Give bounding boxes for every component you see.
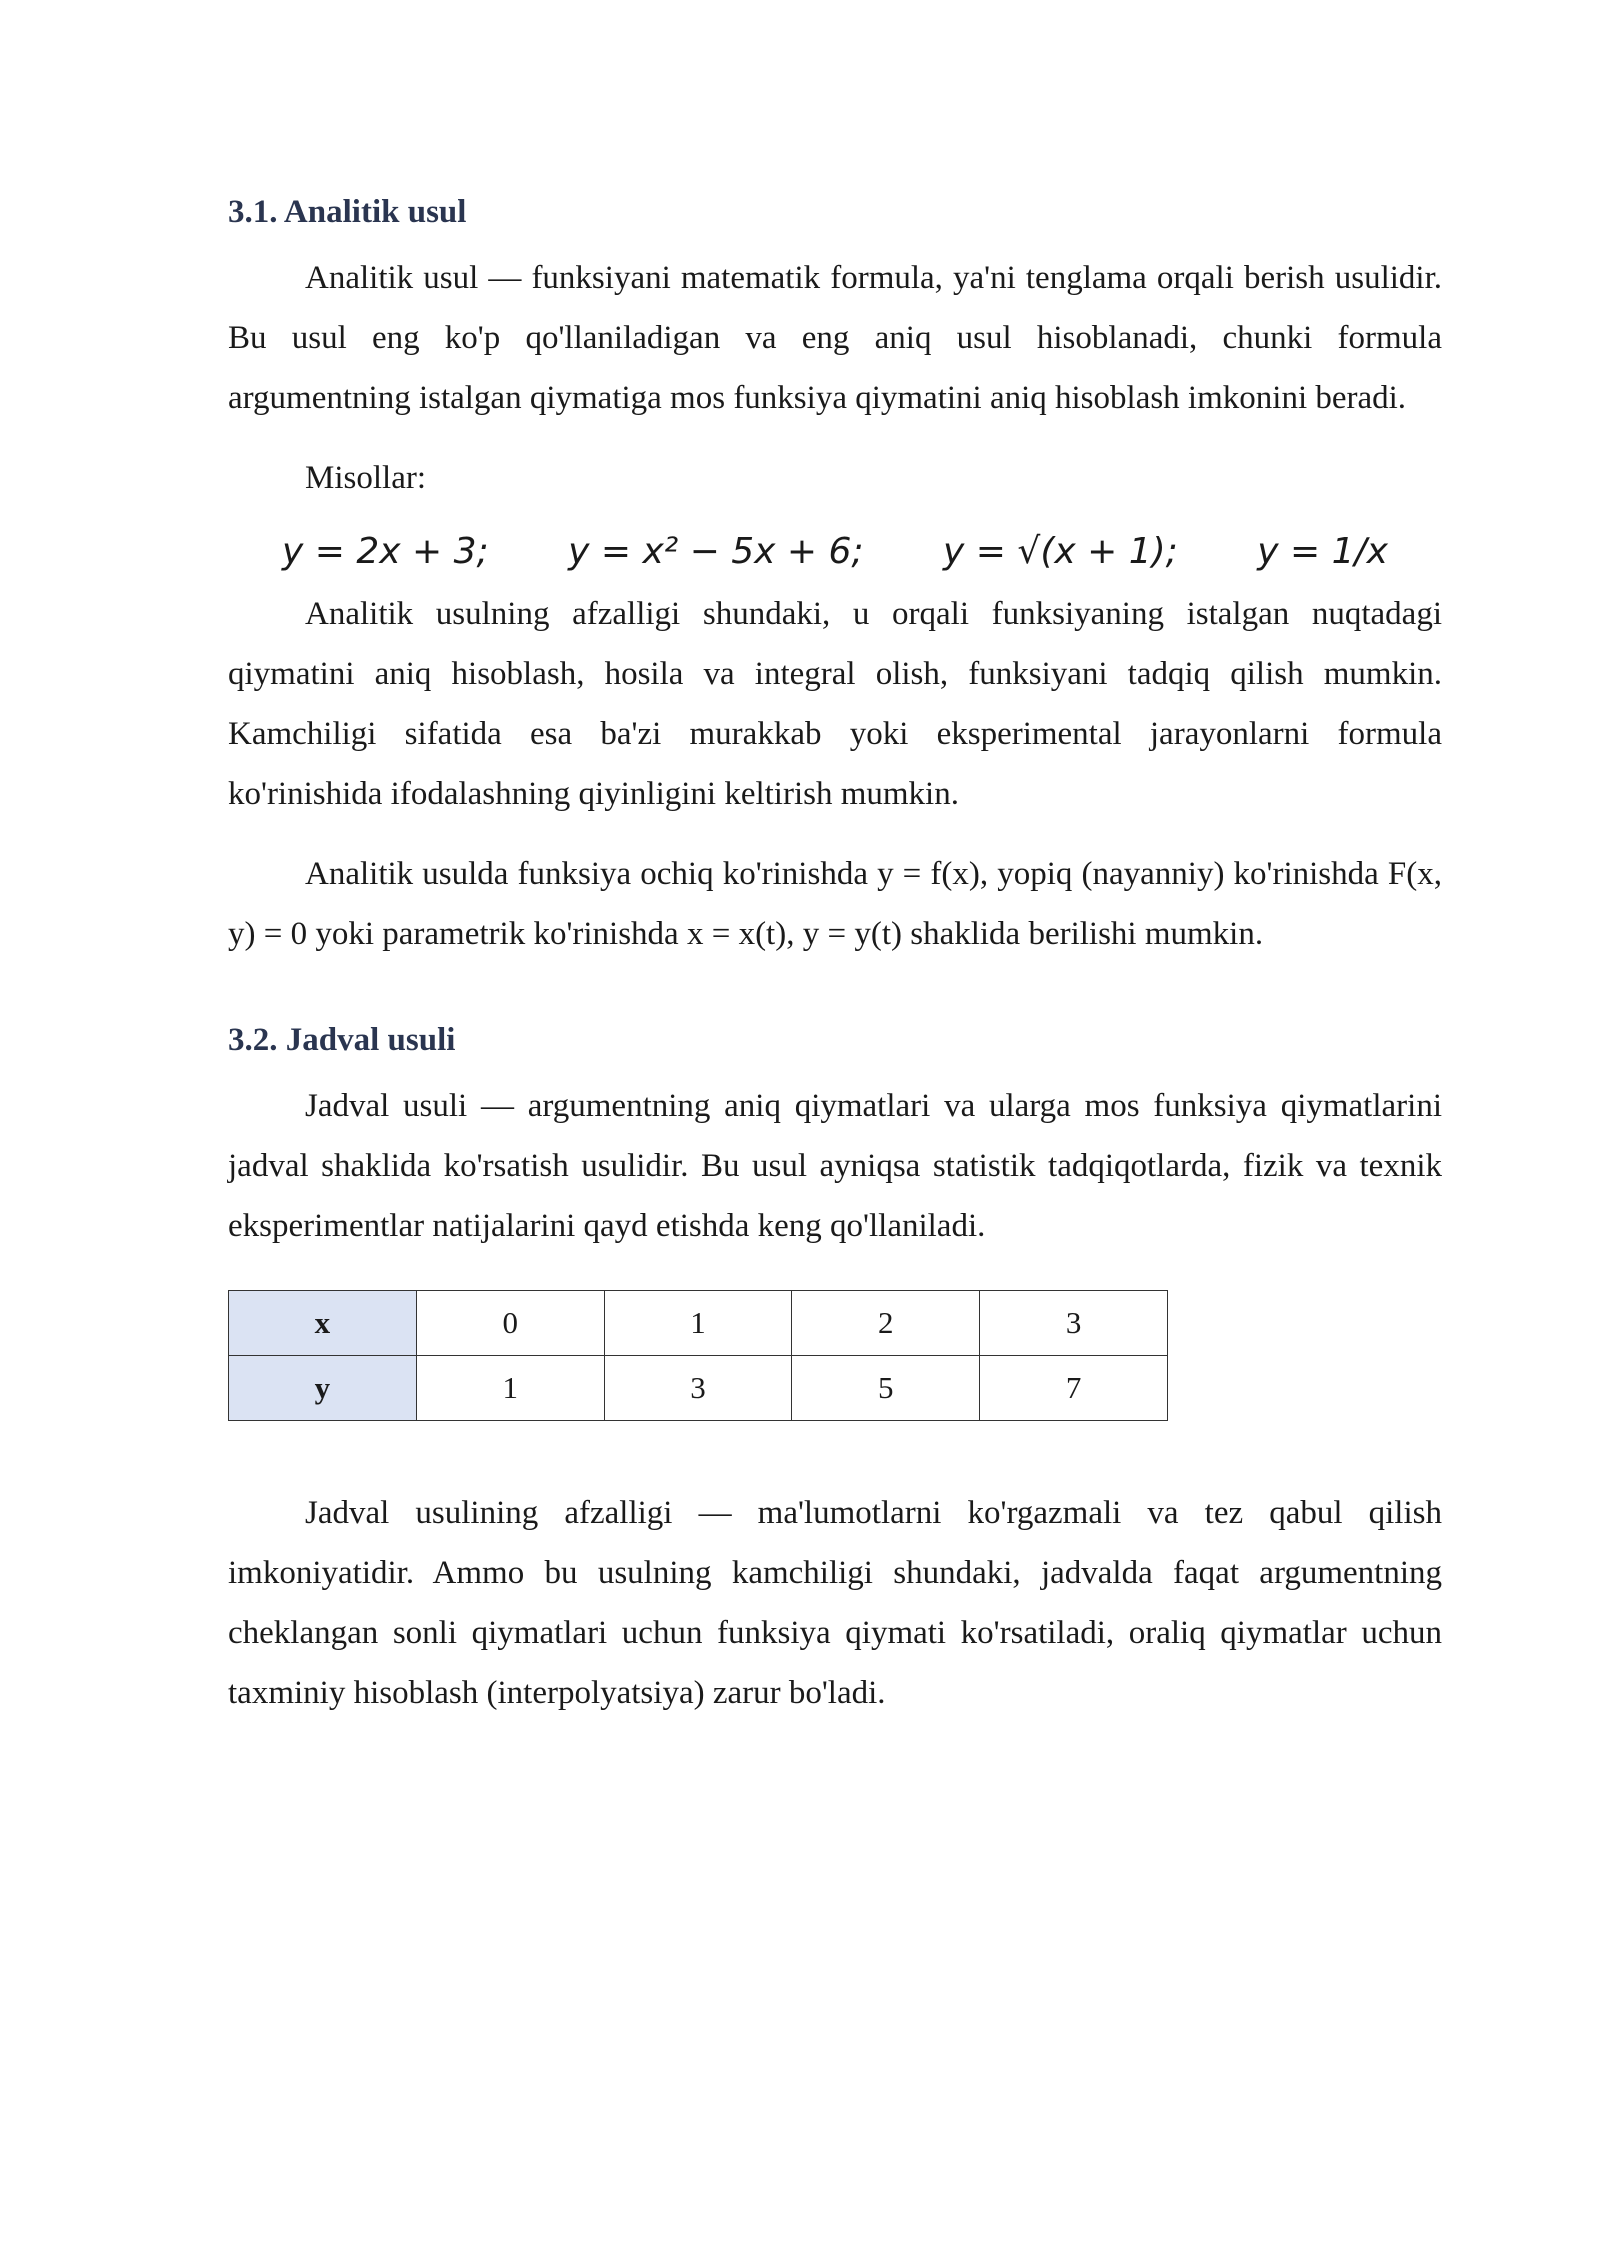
table-cell: 3 — [980, 1291, 1168, 1356]
formula-row — [228, 522, 1442, 582]
document-page — [228, 180, 1442, 1723]
formula-quadratic: y = x² − 5x + 6; — [568, 531, 864, 572]
table-cell: 1 — [604, 1291, 792, 1356]
table-row-y — [229, 1356, 1168, 1421]
table-cell: 3 — [604, 1356, 792, 1421]
formula-reciprocal: y = 1/x — [1257, 531, 1388, 572]
formula-linear: y = 2x + 3; — [282, 531, 489, 572]
section-heading-jadval: 3.2. Jadval usuli — [228, 1022, 456, 1058]
table-cell: 0 — [416, 1291, 604, 1356]
table-row-x — [229, 1291, 1168, 1356]
table-cell: 2 — [792, 1291, 980, 1356]
examples-label: Misollar: — [305, 460, 426, 496]
table-cell: 1 — [416, 1356, 604, 1421]
formula-sqrt: y = √(x + 1); — [943, 531, 1178, 572]
paragraph-analitik-advantages: Analitik usulning afzalligi shundaki, u orqali funksiyaning istalgan nuqtadagi qiymatini aniq hisoblash, hosila va integral olish, funksiyani tadqiq qilish mumkin. Kamchiligi sifatida esa ba'zi murakkab yoki eksperimental jarayonlarni formula ko'rinishida ifodalashning qiyinligini keltirish mumkin. — [228, 596, 1442, 812]
paragraph-analitik-definition: Analitik usul — funksiyani matematik formula, ya'ni tenglama orqali berish usulidir. Bu usul eng ko'p qo'llaniladigan va eng aniq usul hisoblanadi, chunki formula argumentning istalgan qiymatiga mos funksiya qiymatini aniq hisoblash imkonini beradi. — [228, 260, 1442, 416]
paragraph-jadval-advantages: Jadval usulining afzalligi — ma'lumotlarni ko'rgazmali va tez qabul qilish imkoniyatidir. Ammo bu usulning kamchiligi shundaki, jadvalda faqat argumentning cheklangan sonli qiymatlari uchun funksiya qiymati ko'rsatiladi, oraliq qiymatlar uchun taxminiy hisoblash (interpolyatsiya) zarur bo'ladi. — [228, 1495, 1442, 1711]
table-header-y: y — [229, 1356, 417, 1421]
table-cell: 5 — [792, 1356, 980, 1421]
values-table — [228, 1290, 1168, 1421]
section-heading-analitik: 3.1. Analitik usul — [228, 194, 467, 230]
table-cell: 7 — [980, 1356, 1168, 1421]
table-header-x: x — [229, 1291, 417, 1356]
paragraph-analitik-forms: Analitik usulda funksiya ochiq ko'rinishda y = f(x), yopiq (nayanniy) ko'rinishda F(x, y) = 0 yoki parametrik ko'rinishda x = x(t), y = y(t) shaklida berilishi mumkin. — [228, 856, 1442, 952]
paragraph-jadval-definition: Jadval usuli — argumentning aniq qiymatlari va ularga mos funksiya qiymatlarini jadval shaklida ko'rsatish usulidir. Bu usul ayniqsa statistik tadqiqotlarda, fizik va texnik eksperimentlar natijalarini qayd etishda keng qo'llaniladi. — [228, 1088, 1442, 1244]
